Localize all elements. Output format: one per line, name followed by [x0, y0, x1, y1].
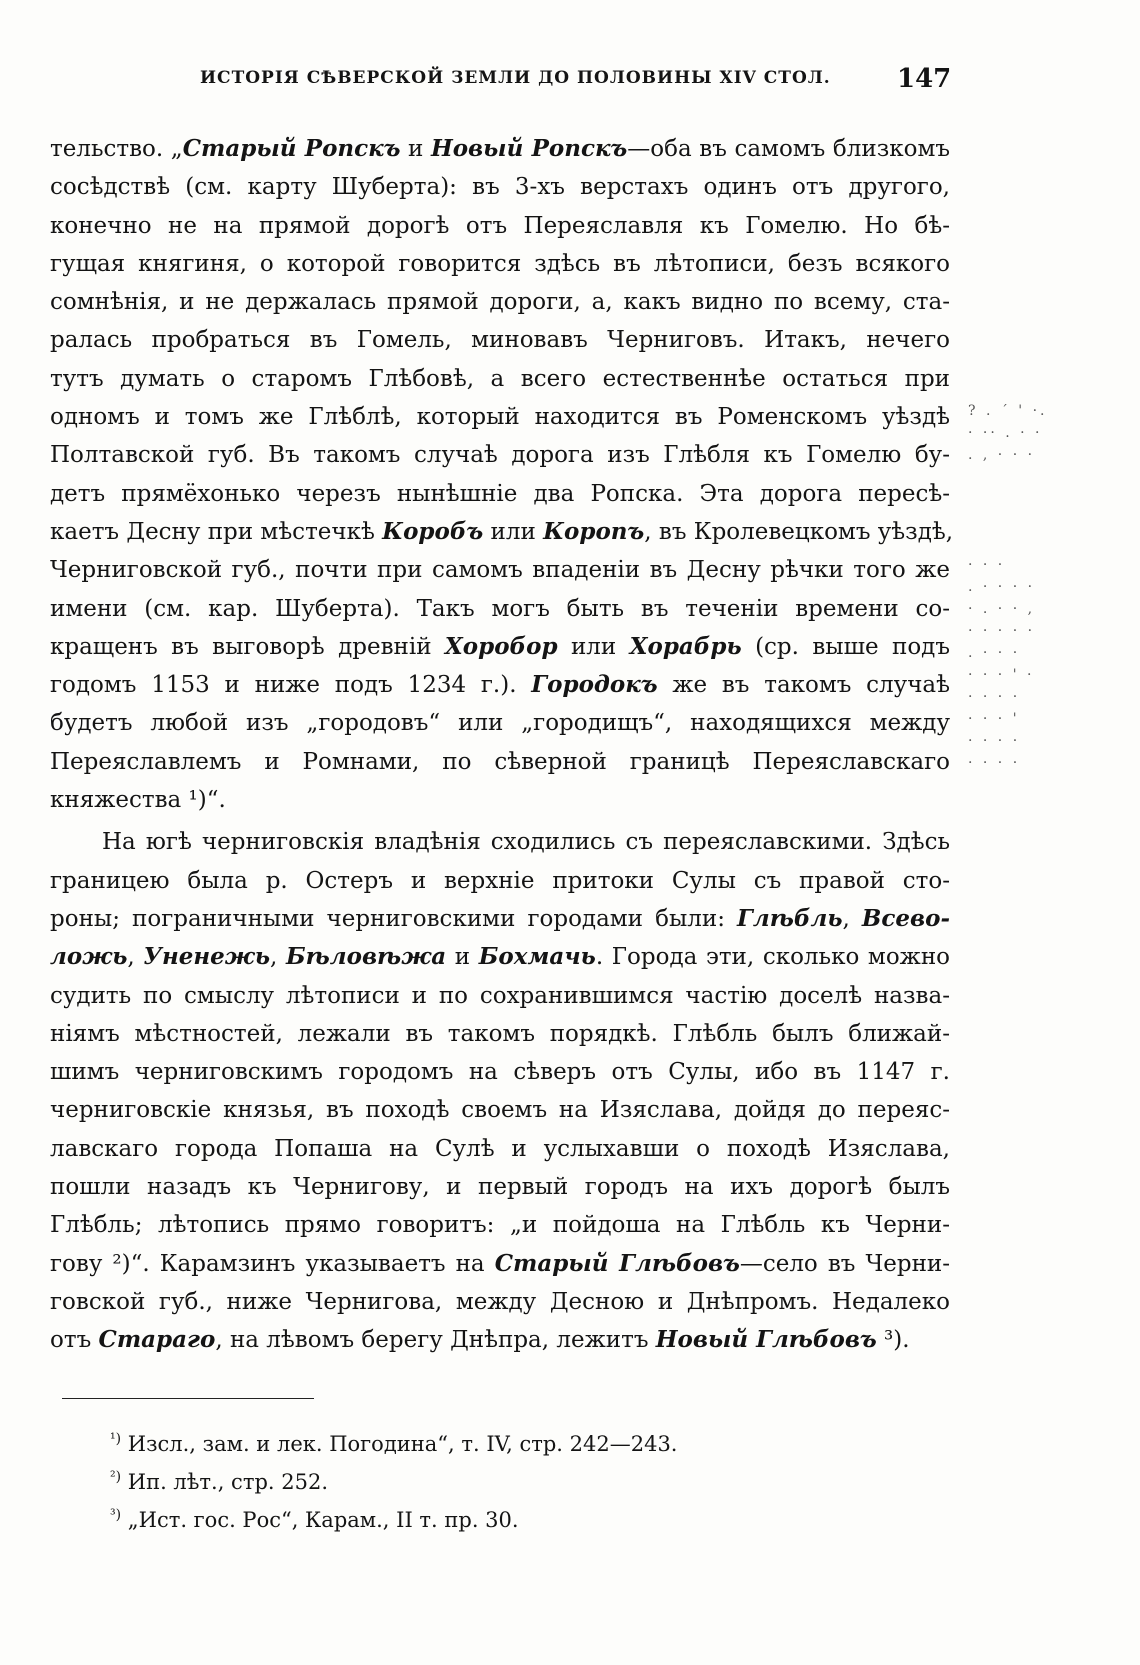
body-text [50, 130, 954, 1360]
footnotes [110, 1420, 677, 1534]
text-line: гущая княгиня, о которой говорится здѣсь въ лѣтописи, безъ всякого [50, 250, 950, 277]
text-line: имени (см. кар. Шуберта). Такъ могъ быть въ теченіи времени со- [50, 595, 950, 622]
text-line: Полтавской губ. Въ такомъ случаѣ дорога изъ Глѣбля къ Гомелю бу- [50, 442, 950, 469]
text-line: лавскаго города Попаша на Сулѣ и услыхавши о походѣ Изяслава, [50, 1135, 950, 1162]
running-head: ИСТОРІЯ СѢВЕРСКОЙ ЗЕМЛИ ДО ПОЛОВИНЫ XIV СТОЛ. [200, 68, 831, 88]
italic-place-name: Коробъ [382, 517, 484, 545]
text-line: сосѣдствѣ (см. карту Шуберта): въ 3-хъ верстахъ одинъ отъ другого, [50, 174, 950, 201]
footnote-text: „Ист. гос. Рос“, Карам., II т. пр. 30. [121, 1508, 519, 1532]
page-number: 147 [897, 64, 952, 94]
text-line: На югѣ черниговскія владѣнія сходились съ переяславскими. Здѣсь [102, 829, 950, 856]
text-line: тельство. „Старый Ропскъ и Новый Ропскъ—оба въ самомъ близкомъ [50, 135, 950, 162]
italic-place-name: Хорабрь [629, 632, 742, 660]
text-line: границею была р. Остеръ и верхніе притоки Сулы съ правой сто- [50, 867, 950, 894]
text-line: пошли назадъ къ Чернигову, и первый городъ на ихъ дорогѣ былъ [50, 1174, 950, 1201]
italic-place-name: Городокъ [531, 671, 658, 699]
italic-place-name: Уненежь [143, 943, 271, 971]
text-line: отъ Стараго, на лѣвомъ берегу Днѣпра, лежитъ Новый Глѣбовъ ³). [50, 1326, 910, 1354]
margin-mark: · . · · , [968, 601, 1036, 617]
italic-place-name: Хоробор [444, 632, 558, 660]
text-line: княжества ¹)“. [50, 787, 226, 814]
italic-place-name: Всево- [861, 904, 950, 932]
text-line: говской губ., ниже Чернигова, между Десною и Днѣпромъ. Недалеко [50, 1288, 950, 1315]
italic-place-name: Глѣбль [737, 904, 843, 932]
italic-place-name: Бѣловѣжа [285, 943, 447, 971]
italic-place-name: Новый Глѣбовъ [655, 1326, 877, 1354]
margin-mark: · · · · · [968, 623, 1036, 639]
margin-mark: ? . ´ ' ·. [968, 403, 1048, 419]
text-line: черниговскіе князья, въ походѣ своемъ на Изяслава, дойдя до переяс- [50, 1097, 950, 1124]
footnote-mark: ³) [110, 1507, 122, 1523]
text-line: каетъ Десну при мѣстечкѣ Коробъ или Коропъ, въ Кролевецкомъ уѣздѣ, [50, 517, 954, 545]
text-line: Глѣбль; лѣтопись прямо говоритъ: „и пойдоша на Глѣбль къ Черни- [50, 1212, 950, 1239]
text-line: сомнѣнія, и не держалась прямой дороги, а, какъ видно по всему, ста- [50, 289, 950, 316]
margin-mark [968, 466, 1118, 488]
margin-mark: · · · [968, 557, 1006, 573]
margin-mark: · · · · [968, 733, 1021, 749]
text-line: кращенъ въ выговорѣ древній Хоробор или Хорабрь (ср. выше подъ [50, 632, 950, 660]
footnote [110, 1458, 677, 1496]
italic-place-name: Старый Ропскъ [182, 135, 401, 162]
text-line: ніямъ мѣстностей, лежали въ такомъ порядкѣ. Глѣбль былъ ближай- [50, 1020, 950, 1047]
text-line: судить по смыслу лѣтописи и по сохранившимся частію доселѣ назва- [50, 982, 950, 1009]
text-line: Черниговской губ., почти при самомъ впаденіи въ Десну рѣчки того же [50, 557, 950, 584]
text-line: тутъ думать о старомъ Глѣбовѣ, а всего естественнѣе остаться при [50, 365, 950, 392]
italic-place-name: Коропъ [543, 517, 645, 545]
footnote [110, 1420, 677, 1458]
italic-place-name: Стараго [98, 1326, 216, 1354]
footnote-text: Изсл., зам. и лек. Погодина“, т. IV, стр. 242—243. [121, 1432, 678, 1456]
margin-mark: . · · · [968, 645, 1021, 661]
margin-mark [968, 488, 1118, 510]
margin-mark: · · · ' [968, 711, 1020, 727]
text-line: конечно не на прямой дорогѣ отъ Переяславля къ Гомелю. Но бѣ- [50, 212, 950, 239]
footnote-mark: ²) [110, 1469, 122, 1485]
italic-place-name: Старый Глѣбовъ [494, 1249, 740, 1277]
text-line: ложь, Уненежь, Бѣловѣжа и Бохмачь. Города эти, сколько можно [50, 943, 951, 971]
margin-mark: · · · · [968, 689, 1021, 705]
paragraph [50, 130, 954, 819]
italic-place-name: Бохмачь [478, 943, 596, 971]
italic-place-name: ложь [50, 943, 128, 971]
footnote-divider [62, 1398, 314, 1399]
text-line: гову ²)“. Карамзинъ указываетъ на Старый Глѣбовъ—село въ Черни- [50, 1249, 950, 1277]
italic-place-name: Новый Ропскъ [430, 135, 628, 162]
text-line: годомъ 1153 и ниже подъ 1234 г.). Городокъ же въ такомъ случаѣ [50, 671, 950, 699]
margin-mark [968, 532, 1118, 554]
margin-mark [968, 510, 1118, 532]
margin-mark: · · · ' · [968, 667, 1035, 683]
paragraph [50, 823, 950, 1359]
footnote [110, 1496, 677, 1534]
footnote-mark: ¹) [110, 1431, 122, 1447]
margin-mark: · ·· . · · [968, 425, 1043, 441]
text-line: роны; пограничными черниговскими городами были: Глѣбль, Всево- [50, 904, 950, 932]
footnote-text: Ип. лѣт., стр. 252. [121, 1470, 328, 1494]
text-line: Переяславлемъ и Ромнами, по сѣверной границѣ Переяславскаго [50, 748, 950, 775]
text-line: одномъ и томъ же Глѣблѣ, который находится въ Роменскомъ уѣздѣ [50, 404, 950, 431]
margin-mark: . · · · · [968, 579, 1036, 595]
margin-pencil-marks [968, 400, 1118, 950]
margin-mark: . , · · · [968, 447, 1036, 463]
text-line: детъ прямёхонько черезъ нынѣшніе два Ропска. Эта дорога пересѣ- [50, 480, 950, 507]
text-line: будетъ любой изъ „городовъ“ или „городищъ“, находящихся между [50, 710, 950, 737]
text-line: ралась пробраться въ Гомель, миновавъ Черниговъ. Итакъ, нечего [50, 327, 950, 354]
margin-mark: · · · · [968, 755, 1021, 771]
text-line: шимъ черниговскимъ городомъ на сѣверъ отъ Сулы, ибо въ 1147 г. [50, 1059, 950, 1086]
